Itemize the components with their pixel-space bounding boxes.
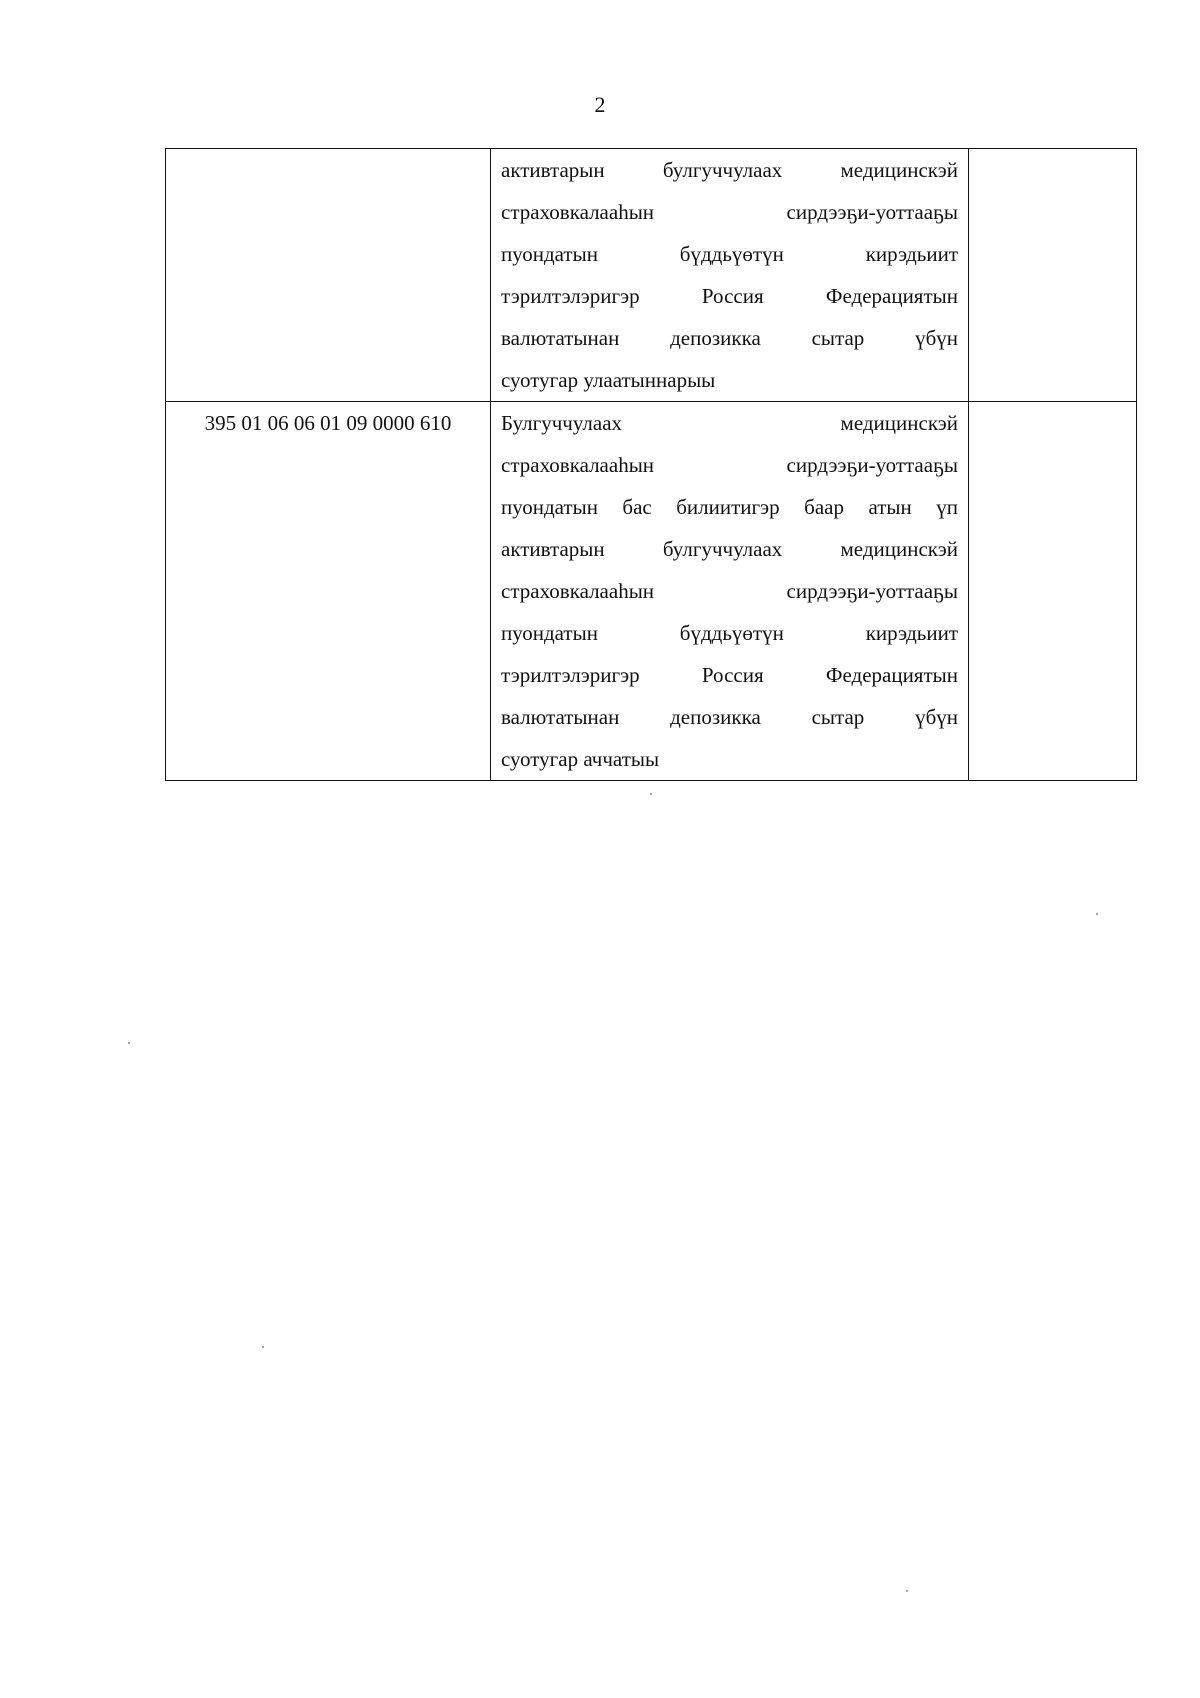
description-line: страховкалааһын сирдээҕи-уоттааҕы (501, 579, 958, 603)
extra-cell (969, 402, 1137, 781)
description-line: тэрилтэлэригэр Россия Федерациятын (501, 284, 958, 308)
description-line: суотугар улаатыннарыы (501, 368, 716, 392)
description-line: пуондатын бас билиитигэр баар атын үп (501, 495, 958, 519)
description-line: страховкалааһын сирдээҕи-уоттааҕы (501, 200, 958, 224)
budget-code-table (165, 148, 1137, 781)
description-line: активтарын булгуччулаах медицинскэй (501, 537, 958, 561)
scan-speck (906, 1590, 908, 1592)
description-cell (491, 149, 969, 402)
description-line: пуондатын бүддьүөтүн кирэдьиит (501, 621, 958, 645)
scan-speck (1096, 913, 1098, 915)
page-number: 2 (594, 92, 606, 117)
scan-speck (262, 1346, 264, 1348)
code-cell (166, 149, 491, 402)
table-row (166, 402, 1137, 781)
scan-speck (128, 1042, 130, 1044)
description-line: активтарын булгуччулаах медицинскэй (501, 158, 958, 182)
table-row (166, 149, 1137, 402)
description-line: страховкалааһын сирдээҕи-уоттааҕы (501, 453, 958, 477)
description-line: пуондатын бүддьүөтүн кирэдьиит (501, 242, 958, 266)
description-line: Булгуччулаах медицинскэй (501, 411, 958, 435)
scan-speck (650, 793, 652, 795)
code-cell: 395 01 06 06 01 09 0000 610 (166, 402, 491, 781)
description-line: суотугар аччатыы (501, 747, 660, 771)
description-line: валютатынан депозикка сытар үбүн (501, 705, 958, 729)
description-line: тэрилтэлэригэр Россия Федерациятын (501, 663, 958, 687)
description-line: валютатынан депозикка сытар үбүн (501, 326, 958, 350)
description-cell (491, 402, 969, 781)
extra-cell (969, 149, 1137, 402)
